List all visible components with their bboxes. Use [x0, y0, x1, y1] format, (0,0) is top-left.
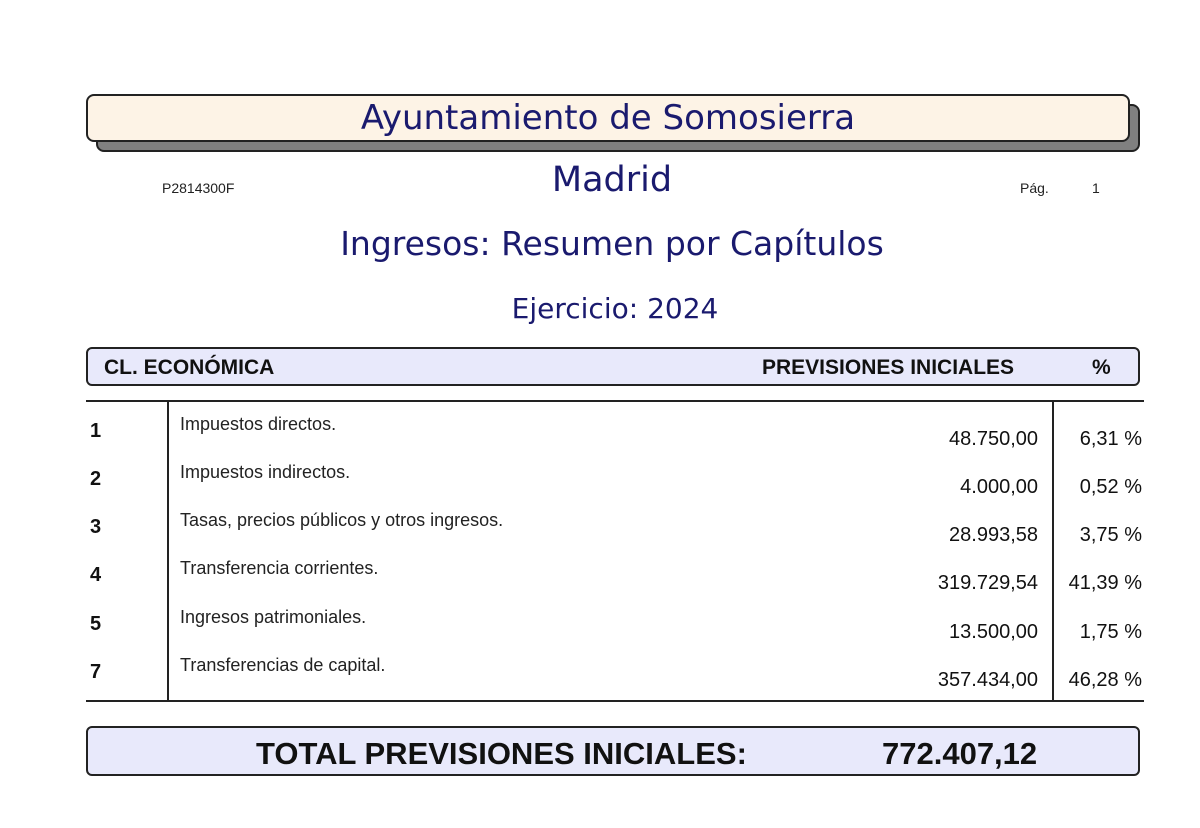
row-description: Ingresos patrimoniales.: [180, 607, 367, 627]
table-row: [86, 500, 1146, 548]
row-percent: 6,31 %: [1079, 428, 1142, 450]
row-description: Impuestos directos.: [180, 414, 337, 434]
total-box: [86, 726, 1140, 776]
page-number: 1: [1092, 180, 1100, 196]
institution-title-box: [86, 94, 1130, 142]
row-code: 5: [90, 613, 102, 635]
table-bottom-rule: [86, 700, 1144, 702]
row-amount: 4.000,00: [960, 476, 1038, 498]
province-name: Madrid: [551, 160, 673, 200]
row-description: Transferencia corrientes.: [180, 558, 379, 578]
row-percent: 1,75 %: [1079, 621, 1142, 643]
fiscal-year: Ejercicio: 2024: [511, 292, 719, 325]
row-code: 4: [90, 564, 102, 586]
table-header: [86, 347, 1140, 386]
row-percent: 0,52 %: [1079, 476, 1142, 498]
table-row: [86, 452, 1146, 500]
row-description: Transferencias de capital.: [180, 655, 386, 675]
row-amount: 357.434,00: [937, 669, 1038, 691]
row-amount: 48.750,00: [949, 428, 1038, 450]
page-label: Pág.: [1020, 180, 1049, 196]
table-row: [86, 645, 1146, 693]
table-row: [86, 597, 1146, 645]
cif-code: P2814300F: [162, 180, 235, 196]
row-percent: 41,39 %: [1068, 572, 1142, 594]
row-percent: 46,28 %: [1068, 669, 1142, 691]
row-code: 7: [90, 661, 102, 683]
table-top-rule: [86, 400, 1144, 402]
row-description: Impuestos indirectos.: [180, 462, 351, 482]
report-title: Ingresos: Resumen por Capítulos: [340, 224, 884, 263]
total-value: 772.407,12: [882, 736, 1038, 771]
column-header-percent: %: [1092, 356, 1111, 379]
row-code: 2: [90, 468, 102, 490]
row-code: 1: [90, 420, 102, 442]
row-code: 3: [90, 516, 102, 538]
column-header-initial-forecasts: PREVISIONES INICIALES: [762, 356, 1015, 379]
table-row: [86, 404, 1146, 452]
row-amount: 319.729,54: [937, 572, 1038, 594]
institution-name: Ayuntamiento de Somosierra: [360, 98, 856, 138]
table-row: [86, 548, 1146, 596]
row-amount: 13.500,00: [949, 621, 1038, 643]
row-description: Tasas, precios públicos y otros ingresos.: [180, 510, 504, 530]
total-label: TOTAL PREVISIONES INICIALES:: [256, 736, 747, 771]
row-percent: 3,75 %: [1079, 524, 1142, 546]
column-header-economic-class: CL. ECONÓMICA: [104, 356, 275, 379]
row-amount: 28.993,58: [949, 524, 1038, 546]
